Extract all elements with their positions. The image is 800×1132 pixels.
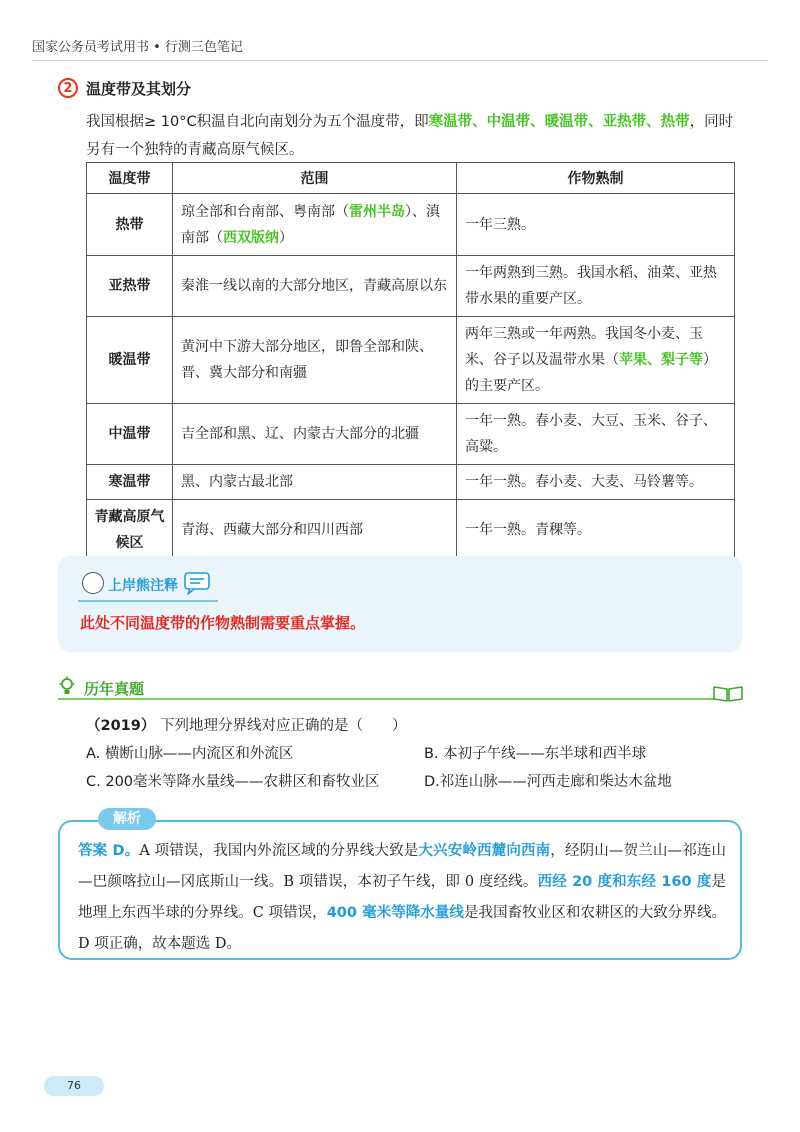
section-title: 温度带及其划分 [86,80,192,98]
zone-cell: 中温带 [87,404,173,465]
analysis-highlight: 大兴安岭西麓向西南 [418,843,551,859]
crop-text: ）的主要产区。 [465,352,717,394]
temperature-zone-table [86,162,735,561]
zone-cell: 青藏高原气候区 [87,500,173,561]
table-row [87,465,735,500]
header-range: 范围 [173,163,457,194]
zone-cell: 热带 [87,194,173,256]
zone-cell: 亚热带 [87,256,173,317]
note-box [58,556,742,652]
header-zone: 温度带 [87,163,173,194]
open-book-icon [712,684,744,702]
table-row [87,256,735,317]
crop-cell: 一年两熟到三熟。我国水稻、油菜、亚热带水果的重要产区。 [457,256,735,317]
table-row [87,317,735,404]
analysis-highlight: 400 毫米等降水量线 [326,905,464,921]
crop-cell [457,317,735,404]
analysis-text [78,836,726,960]
intro-post: ，同时另有一个独特的青藏高原气候区。 [86,114,734,158]
lightbulb-icon [58,676,76,696]
crop-highlight: 苹果、梨子等 [619,352,703,368]
running-header: 国家公务员考试用书 • 行测三色笔记 [32,40,243,55]
crop-cell: 一年一熟。春小麦、大豆、玉米、谷子、高粱。 [457,404,735,465]
note-title: 上岸熊注释 [108,578,178,594]
note-underline [78,600,218,602]
crop-cell: 一年一熟。青稞等。 [457,500,735,561]
range-text: ） [279,229,293,246]
table-row [87,404,735,465]
range-cell: 青海、西藏大部分和四川西部 [173,500,457,561]
option-b: B. 本初子午线——东半球和西半球 [424,746,647,762]
crop-text: 两年三熟或一年两熟。我国冬小麦、玉米、谷子以及温带水果（ [465,326,703,368]
header-crop: 作物熟制 [457,163,735,194]
analysis-part: 是地理上东西半球的分界线。C 项错误， [78,874,726,921]
range-cell [173,194,457,256]
table-row [87,194,735,256]
past-exam-rule [58,698,714,700]
option-a: A. 横断山脉——内流区和外流区 [86,746,294,762]
range-cell: 黑、内蒙古最北部 [173,465,457,500]
option-d: D.祁连山脉——河西走廊和柴达木盆地 [424,774,672,790]
note-text: 此处不同温度带的作物熟制需要重点掌握。 [80,614,366,632]
page-number: 76 [44,1076,104,1096]
question-stem [86,714,406,735]
crop-cell: 一年三熟。 [457,194,735,256]
past-exam-title: 历年真题 [84,680,145,698]
table-header-row [87,163,735,194]
range-text: 琼全部和台南部、粤南部（ [181,203,349,220]
intro-zones: 寒温带、中温带、暖温带、亚热带、热带 [428,114,690,130]
answer-lead: 答案 D。 [78,843,140,859]
analysis-part: ，经阴山—贺兰山—祁连山—巴颜喀拉山—冈底斯山一线。B 项错误，本初子午线，即 0 度经线。 [78,843,726,890]
range-highlight: 雷州半岛 [349,203,405,220]
analysis-tag: 解析 [98,808,156,830]
bear-mascot-icon [82,572,104,594]
range-highlight: 西双版纳 [223,229,279,246]
table-row [87,500,735,561]
speech-bubble-icon [182,571,212,595]
analysis-part: A 项错误，我国内外流区域的分界线大致是 [139,843,419,859]
section-intro [86,108,746,164]
zone-cell: 寒温带 [87,465,173,500]
option-c: C. 200毫米等降水量线——农耕区和畜牧业区 [86,774,380,790]
range-text: ）、滇南部（ [181,203,440,246]
question-text: 下列地理分界线对应正确的是（ ） [159,718,407,734]
intro-pre: 我国根据≥ 10°C积温自北向南划分为五个温度带，即 [86,114,429,130]
range-cell: 吉全部和黑、辽、内蒙古大部分的北疆 [173,404,457,465]
header-divider [32,60,768,61]
analysis-part: 是我国畜牧业区和农耕区的大致分界线。D 项正确，故本题选 D。 [78,905,726,952]
analysis-highlight: 西经 20 度和东经 160 度 [537,874,712,890]
range-cell: 黄河中下游大部分地区，即鲁全部和陕、晋、冀大部分和南疆 [173,317,457,404]
range-cell: 秦淮一线以南的大部分地区，青藏高原以东 [173,256,457,317]
section-number-badge: 2 [58,78,78,98]
question-year: （2019） [86,718,156,734]
crop-cell: 一年一熟。春小麦、大麦、马铃薯等。 [457,465,735,500]
zone-cell: 暖温带 [87,317,173,404]
